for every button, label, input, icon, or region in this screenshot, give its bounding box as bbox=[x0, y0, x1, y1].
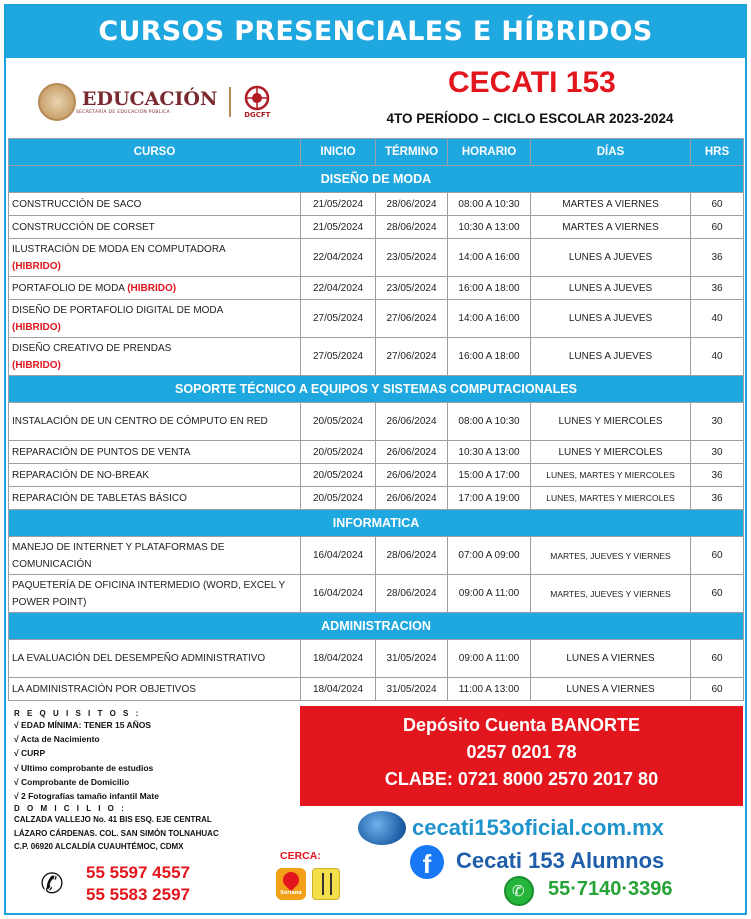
section-title: SOPORTE TÉCNICO A EQUIPOS Y SISTEMAS COMPUTACIONALES bbox=[9, 376, 744, 403]
cell-dias: LUNES, MARTES Y MIERCOLES bbox=[531, 464, 691, 487]
cell-inicio: 20/05/2024 bbox=[301, 403, 376, 441]
cell-termino: 31/05/2024 bbox=[376, 640, 448, 678]
cell-horario: 09:00 A 11:00 bbox=[448, 640, 531, 678]
dgcft-emblem-icon bbox=[243, 85, 271, 111]
table-row bbox=[9, 537, 744, 575]
cell-termino: 26/06/2024 bbox=[376, 464, 448, 487]
section-header-row bbox=[9, 613, 744, 640]
cell-dias: LUNES A JUEVES bbox=[531, 300, 691, 338]
cell-inicio: 16/04/2024 bbox=[301, 537, 376, 575]
cell-dias: LUNES A JUEVES bbox=[531, 239, 691, 277]
deposit-title: Depósito Cuenta BANORTE bbox=[402, 715, 640, 735]
cell-hrs: 36 bbox=[691, 239, 744, 277]
table-row bbox=[9, 441, 744, 464]
cell-curso bbox=[9, 277, 301, 300]
table-row bbox=[9, 239, 744, 277]
cell-horario: 07:00 A 09:00 bbox=[448, 537, 531, 575]
header-inicio: INICIO bbox=[301, 139, 376, 166]
cell-hrs: 60 bbox=[691, 640, 744, 678]
educacion-subtitle: SECRETARÍA DE EDUCACIÓN PÚBLICA bbox=[76, 110, 170, 115]
account-number: 0257 0201 78 bbox=[466, 742, 577, 762]
course-name: CONSTRUCCIÓN DE SACO bbox=[12, 198, 142, 210]
cell-curso bbox=[9, 193, 301, 216]
cell-dias: LUNES A VIERNES bbox=[531, 678, 691, 701]
cell-dias: MARTES, JUEVES Y VIERNES bbox=[531, 575, 691, 613]
course-name: PORTAFOLIO DE MODA bbox=[12, 282, 125, 294]
cell-curso bbox=[9, 239, 301, 277]
cell-horario: 17:00 A 19:00 bbox=[448, 487, 531, 510]
soriana-icon bbox=[276, 868, 306, 900]
table-row bbox=[9, 403, 744, 441]
period-label: 4TO PERÍODO – CICLO ESCOLAR 2023-2024 bbox=[386, 111, 674, 126]
cell-curso bbox=[9, 640, 301, 678]
school-name: CECATI 153 bbox=[448, 66, 616, 99]
section-title: INFORMATICA bbox=[9, 510, 744, 537]
cell-hrs: 36 bbox=[691, 277, 744, 300]
cell-dias: LUNES, MARTES Y MIERCOLES bbox=[531, 487, 691, 510]
educacion-logo bbox=[76, 89, 217, 115]
hybrid-tag: (HIBRIDO) bbox=[12, 260, 61, 272]
cell-inicio: 20/05/2024 bbox=[301, 441, 376, 464]
cell-horario: 08:00 A 10:30 bbox=[448, 193, 531, 216]
cell-inicio: 21/05/2024 bbox=[301, 216, 376, 239]
cell-curso bbox=[9, 441, 301, 464]
requirement-item: √ Comprobante de Domicilio bbox=[14, 776, 130, 787]
course-name: PAQUETERÍA DE OFICINA INTERMEDIO (WORD, EXCEL Y POWER POINT) bbox=[12, 579, 286, 608]
table-row bbox=[9, 575, 744, 613]
course-name: REPARACIÓN DE NO-BREAK bbox=[12, 469, 150, 481]
cell-termino: 23/05/2024 bbox=[376, 277, 448, 300]
section-title: DISEÑO DE MODA bbox=[9, 166, 744, 193]
phone-icon: ✆ bbox=[40, 867, 64, 900]
course-name: REPARACIÓN DE TABLETAS BÁSICO bbox=[12, 492, 187, 504]
cell-termino: 28/06/2024 bbox=[376, 575, 448, 613]
cell-termino: 27/06/2024 bbox=[376, 338, 448, 376]
cell-inicio: 16/04/2024 bbox=[301, 575, 376, 613]
address-line: CALZADA VALLEJO No. 41 BIS ESQ. EJE CENTRAL bbox=[14, 815, 212, 825]
cell-dias: LUNES Y MIERCOLES bbox=[531, 441, 691, 464]
cell-dias: MARTES A VIERNES bbox=[531, 216, 691, 239]
cell-inicio: 22/04/2024 bbox=[301, 277, 376, 300]
hybrid-tag: (HIBRIDO) bbox=[12, 359, 61, 371]
cell-hrs: 30 bbox=[691, 403, 744, 441]
cell-dias: MARTES, JUEVES Y VIERNES bbox=[531, 537, 691, 575]
section-title: ADMINISTRACION bbox=[9, 613, 744, 640]
facebook-icon: f bbox=[410, 845, 444, 879]
requirements-block bbox=[14, 709, 294, 854]
table-row bbox=[9, 277, 744, 300]
deposit-box bbox=[300, 706, 743, 806]
table-body bbox=[9, 166, 744, 701]
cell-curso bbox=[9, 487, 301, 510]
cell-termino: 26/06/2024 bbox=[376, 403, 448, 441]
cell-inicio: 22/04/2024 bbox=[301, 239, 376, 277]
address-line: C.P. 06920 ALCALDÍA CUAUHTÉMOC, CDMX bbox=[14, 842, 184, 852]
cell-horario: 14:00 A 16:00 bbox=[448, 239, 531, 277]
header-hrs: HRS bbox=[691, 139, 744, 166]
phone-number[interactable]: 55 5597 4557 bbox=[86, 863, 190, 882]
course-name: LA EVALUACIÓN DEL DESEMPEÑO ADMINISTRATIVO bbox=[12, 653, 266, 664]
cell-dias: LUNES Y MIERCOLES bbox=[531, 403, 691, 441]
cell-hrs: 60 bbox=[691, 575, 744, 613]
cell-curso bbox=[9, 537, 301, 575]
cell-inicio: 18/04/2024 bbox=[301, 678, 376, 701]
requirement-item: √ CURP bbox=[14, 748, 46, 759]
course-table bbox=[8, 138, 744, 701]
cell-inicio: 27/05/2024 bbox=[301, 300, 376, 338]
facebook-link[interactable]: Cecati 153 Alumnos bbox=[456, 848, 665, 873]
address-title: D O M I C I L I O : bbox=[14, 804, 127, 814]
whatsapp-number[interactable]: 55·7140·3396 bbox=[548, 878, 673, 900]
course-name: CONSTRUCCIÓN DE CORSET bbox=[12, 221, 155, 233]
cell-curso bbox=[9, 300, 301, 338]
cell-curso bbox=[9, 216, 301, 239]
cell-horario: 15:00 A 17:00 bbox=[448, 464, 531, 487]
requirements-title: R E Q U I S I T O S : bbox=[14, 709, 141, 718]
globe-web-icon bbox=[358, 811, 406, 845]
cell-hrs: 60 bbox=[691, 537, 744, 575]
table-row bbox=[9, 640, 744, 678]
section-header-row bbox=[9, 510, 744, 537]
hybrid-tag: (HIBRIDO) bbox=[12, 321, 61, 333]
cell-hrs: 40 bbox=[691, 300, 744, 338]
cell-hrs: 30 bbox=[691, 441, 744, 464]
phone-number[interactable]: 55 5583 2597 bbox=[86, 885, 190, 904]
logo-divider bbox=[229, 87, 231, 117]
cell-hrs: 36 bbox=[691, 464, 744, 487]
cell-curso bbox=[9, 403, 301, 441]
requirement-item: √ EDAD MÍNIMA: TENER 15 AÑOS bbox=[14, 720, 152, 730]
phone-numbers bbox=[86, 862, 190, 906]
cell-curso bbox=[9, 575, 301, 613]
header-curso: CURSO bbox=[9, 139, 301, 166]
course-name: MANEJO DE INTERNET Y PLATAFORMAS DE COMUNICACIÓN bbox=[12, 541, 225, 570]
cell-termino: 28/06/2024 bbox=[376, 216, 448, 239]
table-header-row bbox=[9, 139, 744, 166]
cell-horario: 14:00 A 16:00 bbox=[448, 300, 531, 338]
cell-hrs: 36 bbox=[691, 487, 744, 510]
course-name: REPARACIÓN DE PUNTOS DE VENTA bbox=[12, 446, 191, 458]
soriana-label: Soriana bbox=[280, 890, 302, 896]
cell-curso bbox=[9, 464, 301, 487]
course-name: DISEÑO DE PORTAFOLIO DIGITAL DE MODA bbox=[12, 304, 224, 316]
cell-horario: 16:00 A 18:00 bbox=[448, 338, 531, 376]
cell-termino: 28/06/2024 bbox=[376, 537, 448, 575]
table-row bbox=[9, 193, 744, 216]
course-name: LA ADMINISTRACIÓN POR OBJETIVOS bbox=[12, 683, 196, 695]
cell-horario: 09:00 A 11:00 bbox=[448, 575, 531, 613]
cell-curso bbox=[9, 338, 301, 376]
table-row bbox=[9, 487, 744, 510]
logo-block bbox=[38, 82, 271, 122]
website-link[interactable]: cecati153oficial.com.mx bbox=[412, 815, 664, 840]
cell-horario: 11:00 A 13:00 bbox=[448, 678, 531, 701]
cell-hrs: 60 bbox=[691, 193, 744, 216]
course-name: ILUSTRACIÓN DE MODA EN COMPUTADORA bbox=[12, 243, 226, 255]
cell-inicio: 27/05/2024 bbox=[301, 338, 376, 376]
address-line: LÁZARO CÁRDENAS. COL. SAN SIMÓN TOLNAHUAC bbox=[14, 828, 219, 838]
cell-termino: 28/06/2024 bbox=[376, 193, 448, 216]
table-row bbox=[9, 678, 744, 701]
cell-termino: 23/05/2024 bbox=[376, 239, 448, 277]
cell-inicio: 20/05/2024 bbox=[301, 464, 376, 487]
requirement-item: √ 2 Fotografías tamaño infantil Mate bbox=[14, 791, 159, 802]
requirements-list bbox=[14, 718, 294, 803]
cell-termino: 26/06/2024 bbox=[376, 441, 448, 464]
cell-dias: LUNES A VIERNES bbox=[531, 640, 691, 678]
requirement-item: √ Ultimo comprobante de estudios bbox=[14, 762, 154, 773]
section-header-row bbox=[9, 376, 744, 403]
page-title: CURSOS PRESENCIALES E HÍBRIDOS bbox=[6, 6, 745, 58]
metro-tower-icon bbox=[312, 868, 340, 900]
course-name: INSTALACIÓN DE UN CENTRO DE CÓMPUTO EN RED bbox=[12, 416, 268, 427]
table-row bbox=[9, 216, 744, 239]
cell-dias: MARTES A VIERNES bbox=[531, 193, 691, 216]
cell-hrs: 60 bbox=[691, 216, 744, 239]
cell-dias: LUNES A JUEVES bbox=[531, 338, 691, 376]
cell-termino: 26/06/2024 bbox=[376, 487, 448, 510]
cell-hrs: 60 bbox=[691, 678, 744, 701]
hybrid-tag: (HIBRIDO) bbox=[127, 282, 177, 294]
dgcft-label: DGCFT bbox=[244, 111, 271, 119]
cell-hrs: 40 bbox=[691, 338, 744, 376]
table-row bbox=[9, 338, 744, 376]
cell-dias: LUNES A JUEVES bbox=[531, 277, 691, 300]
requirement-item: √ Acta de Nacimiento bbox=[14, 734, 100, 745]
table-row bbox=[9, 464, 744, 487]
address-lines bbox=[14, 813, 294, 854]
dgcft-logo bbox=[243, 85, 271, 119]
whatsapp-icon: ✆ bbox=[504, 876, 534, 906]
header-horario: HORARIO bbox=[448, 139, 531, 166]
header-termino: TÉRMINO bbox=[376, 139, 448, 166]
educacion-label: EDUCACIÓN bbox=[82, 88, 218, 110]
header-dias: DÍAS bbox=[531, 139, 691, 166]
cell-horario: 10:30 A 13:00 bbox=[448, 216, 531, 239]
sep-seal-icon bbox=[38, 83, 76, 121]
cell-inicio: 18/04/2024 bbox=[301, 640, 376, 678]
clabe-number: CLABE: 0721 8000 2570 2017 80 bbox=[384, 769, 659, 789]
cell-inicio: 20/05/2024 bbox=[301, 487, 376, 510]
section-header-row bbox=[9, 166, 744, 193]
course-name: DISEÑO CREATIVO DE PRENDAS bbox=[12, 342, 172, 354]
cell-inicio: 21/05/2024 bbox=[301, 193, 376, 216]
cell-curso bbox=[9, 678, 301, 701]
cell-horario: 08:00 A 10:30 bbox=[448, 403, 531, 441]
cell-termino: 27/06/2024 bbox=[376, 300, 448, 338]
nearby-label: CERCA: bbox=[280, 850, 321, 862]
cell-horario: 10:30 A 13:00 bbox=[448, 441, 531, 464]
table-row bbox=[9, 300, 744, 338]
cell-horario: 16:00 A 18:00 bbox=[448, 277, 531, 300]
cell-termino: 31/05/2024 bbox=[376, 678, 448, 701]
